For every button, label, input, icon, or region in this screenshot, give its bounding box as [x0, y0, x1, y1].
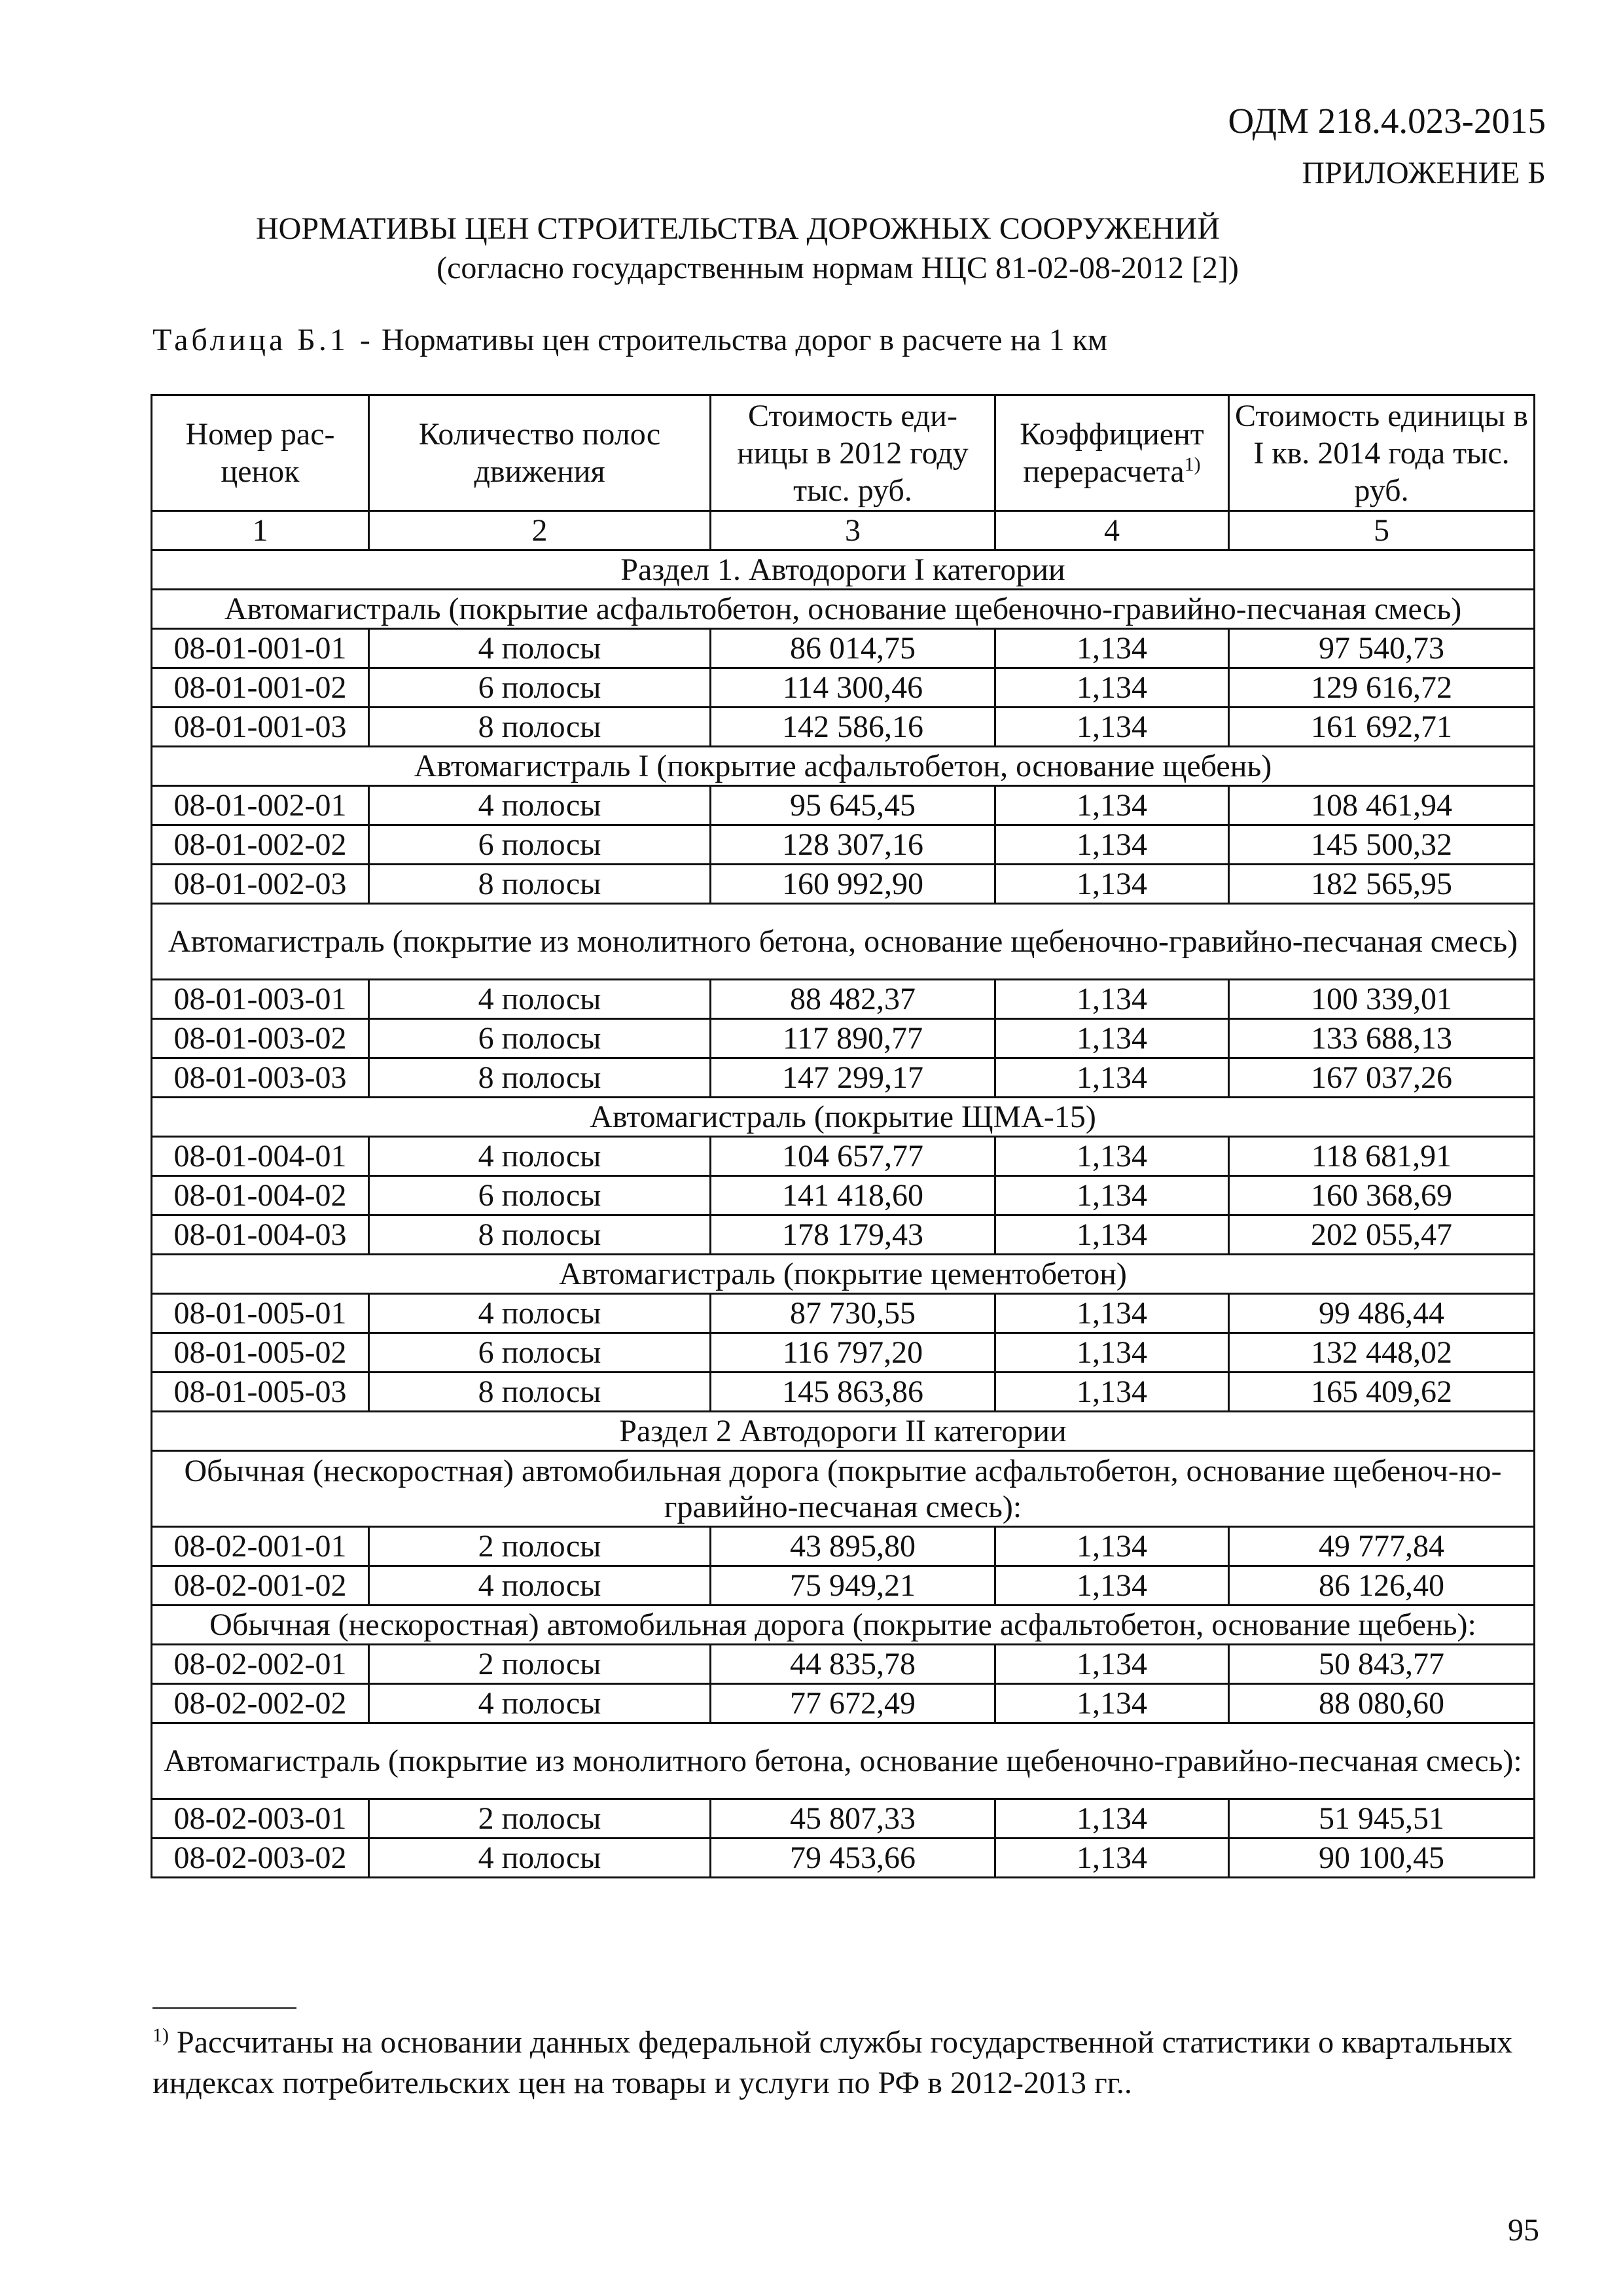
- rate-number: 08-01-005-03: [152, 1372, 369, 1412]
- lane-count: 6 полосы: [369, 825, 711, 865]
- group-title: Автомагистраль (покрытие из монолитного бетона, основание щебеночно-гравийно-песчаная смесь): [152, 904, 1535, 980]
- table-row: [152, 668, 1535, 708]
- table-row: [152, 865, 1535, 904]
- cost-2012: 77 672,49: [711, 1684, 995, 1723]
- footnote-ref: 1): [1184, 454, 1201, 475]
- cost-2012: 88 482,37: [711, 980, 995, 1019]
- cost-2014: 160 368,69: [1229, 1176, 1535, 1215]
- table-row: [152, 629, 1535, 668]
- coefficient: 1,134: [995, 629, 1229, 668]
- table-row: [152, 980, 1535, 1019]
- rate-number: 08-01-003-01: [152, 980, 369, 1019]
- cost-2014: 182 565,95: [1229, 865, 1535, 904]
- coefficient: 1,134: [995, 668, 1229, 708]
- rate-number: 08-01-001-01: [152, 629, 369, 668]
- coefficient: 1,134: [995, 786, 1229, 825]
- rate-number: 08-01-001-02: [152, 668, 369, 708]
- section-title: Раздел 1. Автодороги I категории: [152, 550, 1535, 590]
- lane-count: 4 полосы: [369, 1839, 711, 1878]
- rate-number: 08-01-004-03: [152, 1215, 369, 1255]
- column-number: 4: [995, 511, 1229, 550]
- coefficient: 1,134: [995, 1684, 1229, 1723]
- page-number: 95: [1508, 2213, 1539, 2248]
- lane-count: 6 полосы: [369, 1019, 711, 1058]
- column-number-row: [152, 511, 1535, 550]
- table-row: [152, 1566, 1535, 1605]
- cost-2012: 117 890,77: [711, 1019, 995, 1058]
- footnote: [152, 2022, 1533, 2104]
- lane-count: 6 полосы: [369, 668, 711, 708]
- rate-number: 08-01-005-01: [152, 1294, 369, 1333]
- group-title: Автомагистраль I (покрытие асфальтобетон, основание щебень): [152, 747, 1535, 786]
- coefficient: 1,134: [995, 1176, 1229, 1215]
- table-caption-text: Нормативы цен строительства дорог в расчете на 1 км: [381, 323, 1108, 357]
- table-row: [152, 1215, 1535, 1255]
- group-title: Автомагистраль (покрытие из монолитного бетона, основание щебеночно-гравийно-песчаная смесь):: [152, 1723, 1535, 1799]
- rate-number: 08-01-002-03: [152, 865, 369, 904]
- coefficient: 1,134: [995, 1527, 1229, 1566]
- cost-2014: 132 448,02: [1229, 1333, 1535, 1372]
- rate-number: 08-01-004-02: [152, 1176, 369, 1215]
- table-row: [152, 1333, 1535, 1372]
- coefficient: 1,134: [995, 1566, 1229, 1605]
- footnote-mark: 1): [152, 2024, 169, 2046]
- cost-2012: 86 014,75: [711, 629, 995, 668]
- footnote-text: Рассчитаны на основании данных федеральной службы государственной статистики о квартальных индексах потребительских цен на товары и услуги по РФ в 2012-2013 гг..: [152, 2025, 1513, 2100]
- coefficient: 1,134: [995, 1215, 1229, 1255]
- cost-2014: 49 777,84: [1229, 1527, 1535, 1566]
- lane-count: 4 полосы: [369, 1566, 711, 1605]
- cost-2014: 129 616,72: [1229, 668, 1535, 708]
- table-row: [152, 1645, 1535, 1684]
- cost-2012: 43 895,80: [711, 1527, 995, 1566]
- coefficient: 1,134: [995, 865, 1229, 904]
- group-title: Автомагистраль (покрытие асфальтобетон, основание щебеночно-гравийно-песчаная смесь): [152, 590, 1535, 629]
- cost-2014: 118 681,91: [1229, 1137, 1535, 1176]
- cost-2014: 167 037,26: [1229, 1058, 1535, 1098]
- rate-number: 08-02-002-02: [152, 1684, 369, 1723]
- cost-2014: 108 461,94: [1229, 786, 1535, 825]
- table-row: [152, 786, 1535, 825]
- rate-number: 08-01-005-02: [152, 1333, 369, 1372]
- cost-2012: 79 453,66: [711, 1839, 995, 1878]
- rate-number: 08-02-001-01: [152, 1527, 369, 1566]
- lane-count: 4 полосы: [369, 1294, 711, 1333]
- cost-2014: 51 945,51: [1229, 1799, 1535, 1839]
- cost-2014: 133 688,13: [1229, 1019, 1535, 1058]
- table-row: [152, 1019, 1535, 1058]
- cost-2014: 90 100,45: [1229, 1839, 1535, 1878]
- table-caption: [152, 321, 1107, 360]
- table-row: [152, 1527, 1535, 1566]
- header-lane-count: Количество полос движения: [369, 395, 711, 511]
- table-row: [152, 1294, 1535, 1333]
- lane-count: 4 полосы: [369, 629, 711, 668]
- header-cost-2014: Стоимость единицы в I кв. 2014 года тыс. руб.: [1229, 395, 1535, 511]
- lane-count: 4 полосы: [369, 1137, 711, 1176]
- lane-count: 4 полосы: [369, 980, 711, 1019]
- rate-number: 08-02-003-02: [152, 1839, 369, 1878]
- coefficient: 1,134: [995, 1333, 1229, 1372]
- lane-count: 4 полосы: [369, 786, 711, 825]
- coefficient: 1,134: [995, 708, 1229, 747]
- column-number: 5: [1229, 511, 1535, 550]
- lane-count: 2 полосы: [369, 1527, 711, 1566]
- header-coefficient: [995, 395, 1229, 511]
- section-row: [152, 550, 1535, 590]
- cost-2012: 45 807,33: [711, 1799, 995, 1839]
- rate-number: 08-01-004-01: [152, 1137, 369, 1176]
- cost-2012: 141 418,60: [711, 1176, 995, 1215]
- rate-number: 08-01-003-02: [152, 1019, 369, 1058]
- lane-count: 4 полосы: [369, 1684, 711, 1723]
- lane-count: 8 полосы: [369, 1215, 711, 1255]
- rate-number: 08-02-002-01: [152, 1645, 369, 1684]
- group-row: [152, 904, 1535, 980]
- page-title: НОРМАТИВЫ ЦЕН СТРОИТЕЛЬСТВА ДОРОЖНЫХ СООРУЖЕНИЙ: [255, 211, 1221, 246]
- cost-2012: 128 307,16: [711, 825, 995, 865]
- lane-count: 8 полосы: [369, 865, 711, 904]
- cost-2014: 97 540,73: [1229, 629, 1535, 668]
- table-caption-label: Таблица Б.1 -: [152, 323, 374, 357]
- coefficient: 1,134: [995, 1019, 1229, 1058]
- table-row: [152, 1372, 1535, 1412]
- cost-2014: 88 080,60: [1229, 1684, 1535, 1723]
- coefficient: 1,134: [995, 1645, 1229, 1684]
- table-header-row: [152, 395, 1535, 511]
- cost-2012: 75 949,21: [711, 1566, 995, 1605]
- group-row: [152, 1451, 1535, 1527]
- cost-2012: 160 992,90: [711, 865, 995, 904]
- cost-2012: 147 299,17: [711, 1058, 995, 1098]
- lane-count: 8 полосы: [369, 1372, 711, 1412]
- lane-count: 6 полосы: [369, 1176, 711, 1215]
- group-row: [152, 590, 1535, 629]
- header-coefficient-text: Коэффициент перерасчета: [1020, 417, 1204, 489]
- cost-2014: 165 409,62: [1229, 1372, 1535, 1412]
- column-number: 3: [711, 511, 995, 550]
- coefficient: 1,134: [995, 1372, 1229, 1412]
- rate-number: 08-01-002-02: [152, 825, 369, 865]
- cost-2012: 87 730,55: [711, 1294, 995, 1333]
- group-title: Обычная (нескоростная) автомобильная дорога (покрытие асфальтобетон, основание щебеноч-но-гравийно-песчаная смесь):: [152, 1451, 1535, 1527]
- group-title: Обычная (нескоростная) автомобильная дорога (покрытие асфальтобетон, основание щебень):: [152, 1605, 1535, 1645]
- column-number: 1: [152, 511, 369, 550]
- document-code: ОДМ 218.4.023-2015: [1228, 101, 1546, 141]
- section-title: Раздел 2 Автодороги II категории: [152, 1412, 1535, 1451]
- coefficient: 1,134: [995, 1799, 1229, 1839]
- cost-2012: 114 300,46: [711, 668, 995, 708]
- cost-2014: 99 486,44: [1229, 1294, 1535, 1333]
- table-row: [152, 708, 1535, 747]
- cost-2012: 44 835,78: [711, 1645, 995, 1684]
- coefficient: 1,134: [995, 1137, 1229, 1176]
- group-row: [152, 1255, 1535, 1294]
- cost-2012: 142 586,16: [711, 708, 995, 747]
- group-row: [152, 1723, 1535, 1799]
- cost-2014: 100 339,01: [1229, 980, 1535, 1019]
- cost-2014: 161 692,71: [1229, 708, 1535, 747]
- page-subtitle: (согласно государственным нормам НЦС 81-02-08-2012 [2]): [437, 251, 1239, 285]
- header-rate-number: Номер рас-ценок: [152, 395, 369, 511]
- cost-2012: 145 863,86: [711, 1372, 995, 1412]
- group-row: [152, 747, 1535, 786]
- group-title: Автомагистраль (покрытие цементобетон): [152, 1255, 1535, 1294]
- rate-number: 08-02-001-02: [152, 1566, 369, 1605]
- group-row: [152, 1098, 1535, 1137]
- coefficient: 1,134: [995, 1058, 1229, 1098]
- cost-2014: 86 126,40: [1229, 1566, 1535, 1605]
- lane-count: 2 полосы: [369, 1799, 711, 1839]
- cost-2012: 116 797,20: [711, 1333, 995, 1372]
- table-row: [152, 1839, 1535, 1878]
- group-title: Автомагистраль (покрытие ЩМА-15): [152, 1098, 1535, 1137]
- lane-count: 2 полосы: [369, 1645, 711, 1684]
- footnote-divider: [152, 2007, 296, 2009]
- lane-count: 8 полосы: [369, 1058, 711, 1098]
- cost-2012: 95 645,45: [711, 786, 995, 825]
- table-row: [152, 825, 1535, 865]
- cost-2014: 145 500,32: [1229, 825, 1535, 865]
- table-row: [152, 1684, 1535, 1723]
- group-row: [152, 1605, 1535, 1645]
- rate-number: 08-01-001-03: [152, 708, 369, 747]
- cost-2014: 202 055,47: [1229, 1215, 1535, 1255]
- rate-number: 08-02-003-01: [152, 1799, 369, 1839]
- cost-2012: 178 179,43: [711, 1215, 995, 1255]
- rate-number: 08-01-003-03: [152, 1058, 369, 1098]
- header-cost-2012: Стоимость еди-ницы в 2012 году тыс. руб.: [711, 395, 995, 511]
- coefficient: 1,134: [995, 1294, 1229, 1333]
- lane-count: 6 полосы: [369, 1333, 711, 1372]
- table-row: [152, 1176, 1535, 1215]
- rate-number: 08-01-002-01: [152, 786, 369, 825]
- column-number: 2: [369, 511, 711, 550]
- section-row: [152, 1412, 1535, 1451]
- cost-2012: 104 657,77: [711, 1137, 995, 1176]
- table-row: [152, 1058, 1535, 1098]
- cost-2014: 50 843,77: [1229, 1645, 1535, 1684]
- lane-count: 8 полосы: [369, 708, 711, 747]
- coefficient: 1,134: [995, 825, 1229, 865]
- coefficient: 1,134: [995, 1839, 1229, 1878]
- appendix-label: ПРИЛОЖЕНИЕ Б: [1302, 156, 1546, 190]
- table-row: [152, 1137, 1535, 1176]
- coefficient: 1,134: [995, 980, 1229, 1019]
- price-norms-table: [151, 394, 1535, 1878]
- table-row: [152, 1799, 1535, 1839]
